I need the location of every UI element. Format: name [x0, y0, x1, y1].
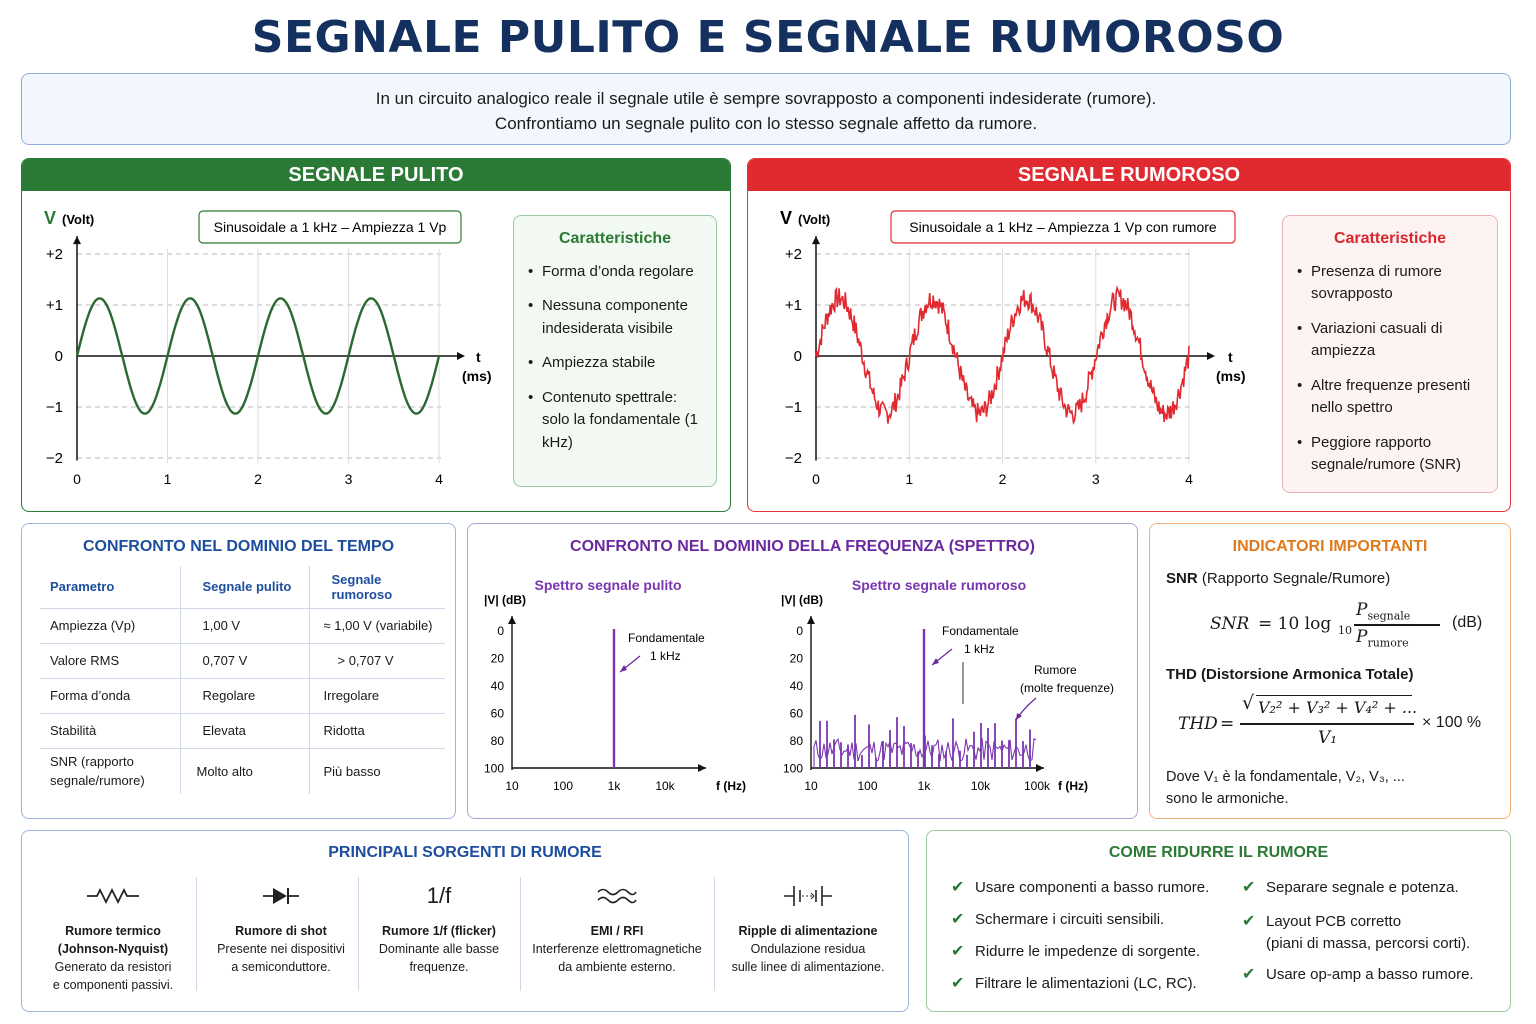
snr-unit: (dB) — [1452, 614, 1483, 631]
spectrum-y-arrow — [508, 616, 516, 624]
table-header-clean: Segnale pulito — [180, 566, 309, 608]
noisy-panel-header: SEGNALE RUMOROSO — [748, 159, 1510, 191]
indicators-title: INDICATORI IMPORTANTI — [1232, 538, 1428, 555]
source-desc: sulle linee di alimentazione. — [731, 960, 885, 974]
source-shot — [200, 876, 362, 976]
source-thermal — [32, 876, 194, 994]
source-flicker — [358, 876, 520, 976]
spectrum-y-arrow — [807, 616, 815, 624]
noise-arrowhead — [1016, 713, 1022, 720]
spectrum-y-tick: 60 — [789, 706, 803, 721]
noisy-spectrum-x-label: f (Hz) — [1058, 779, 1088, 793]
x-tick-label: 2 — [254, 471, 262, 487]
table-cell: Stabilità — [40, 713, 180, 748]
table-header-param: Parametro — [50, 579, 115, 595]
y-axis-arrow — [73, 236, 81, 244]
x-tick-label: 4 — [1185, 471, 1193, 487]
table-row — [40, 643, 445, 678]
clean-spectrum-title: Spettro segnale pulito — [534, 577, 682, 593]
tip-item-line-2: (piani di massa, percorsi corti). — [1266, 935, 1471, 952]
x-tick-label: 3 — [344, 471, 353, 487]
noisy-x-label-unit: (ms) — [1216, 368, 1246, 384]
noisy-plot-label: Sinusoidale a 1 kHz – Ampiezza 1 Vp con rumore — [909, 219, 1217, 235]
snr-formula — [1210, 600, 1490, 652]
snr-lhs: SNR — [1210, 614, 1250, 634]
source-desc: Generato da resistori — [54, 960, 172, 974]
tip-item: ✔ Separare segnale e potenza. — [1242, 877, 1459, 899]
noisy-y-label-unit: (Volt) — [798, 212, 831, 227]
tip-item: ✔ Filtrare le alimentazioni (LC, RC). — [951, 973, 1197, 995]
table-cell: 0,707 V — [180, 643, 309, 678]
noisy-signal-panel — [747, 158, 1511, 512]
clean-feature-4: • Contenuto spettrale: solo la fondamentale (1 kHz) — [528, 387, 702, 455]
thd-denominator: V₁ — [1318, 728, 1338, 748]
snr-param-line-1: SNR (rapporto — [50, 754, 134, 770]
spectrum-y-tick: 60 — [490, 706, 504, 721]
reduce-noise-box — [926, 830, 1511, 1012]
table-cell: > 0,707 V — [309, 643, 445, 678]
table-row — [40, 678, 445, 713]
spectrum-x-arrow — [698, 764, 706, 772]
page-title: SEGNALE PULITO E SEGNALE RUMOROSO — [251, 12, 1285, 63]
spectrum-y-tick: 40 — [490, 679, 504, 693]
table-cell — [40, 748, 180, 794]
time-domain-table — [40, 566, 445, 794]
thd-fraction-bar — [1240, 723, 1414, 725]
snr-heading-rest: (Rapporto Segnale/Rumore) — [1197, 570, 1391, 587]
x-tick-label: 0 — [73, 471, 81, 487]
clean-plot-label: Sinusoidale a 1 kHz – Ampiezza 1 Vp — [213, 219, 447, 235]
spectrum-box — [467, 523, 1138, 819]
spectrum-y-tick: 20 — [490, 651, 504, 666]
thd-eq: = — [1220, 714, 1235, 734]
spectrum-x-tick: 1k — [607, 779, 621, 793]
table-cell: Molto alto — [180, 748, 309, 794]
clean-feature-3: • Ampiezza stabile — [528, 352, 702, 375]
spectrum-y-tick: 80 — [490, 734, 504, 748]
snr-fraction-bar — [1354, 624, 1440, 626]
x-tick-label: 4 — [435, 471, 443, 487]
clean-spectrum-y-label: |V| (dB) — [484, 593, 527, 607]
indicators-box — [1149, 523, 1511, 819]
time-domain-box — [21, 523, 456, 819]
noise-sources-box — [21, 830, 909, 1012]
intro-line-1: In un circuito analogico reale il segnale utile è sempre sovrapposto a componenti indesiderate (rumore). — [375, 89, 1157, 108]
clean-x-label-unit: (ms) — [462, 368, 492, 384]
source-name: Ripple di alimentazione — [738, 924, 878, 938]
x-tick-label: 1 — [905, 471, 914, 487]
diode-icon — [200, 876, 362, 916]
intro-line-2: Confrontiamo un segnale pulito con lo stesso segnale affetto da rumore. — [494, 114, 1038, 133]
x-axis-arrow — [457, 352, 465, 360]
tip-item-line-1: ✔ Layout PCB corretto — [1266, 913, 1402, 930]
snr-eq: = 10 log — [1258, 614, 1332, 634]
source-desc: frequenze. — [409, 960, 469, 974]
table-cell: Irregolare — [309, 678, 445, 713]
spectrum-x-tick: 10 — [505, 779, 519, 793]
table-row — [40, 608, 445, 643]
x-tick-label: 1 — [163, 471, 172, 487]
intro-box — [21, 73, 1511, 145]
tip-item: ✔ Schermare i circuiti sensibili. — [951, 909, 1164, 931]
noisy-feature-2: • Variazioni casuali di ampiezza — [1297, 318, 1483, 363]
noisy-features-title: Caratteristiche — [1333, 230, 1447, 247]
spectrum-x-tick: 10k — [655, 779, 675, 793]
spectrum-plots — [468, 524, 1139, 820]
clean-fund-label-2: 1 kHz — [650, 649, 681, 663]
table-cell: ≈ 1,00 V (variabile) — [309, 608, 445, 643]
divider — [196, 877, 197, 991]
thd-heading-bold: THD — [1166, 666, 1197, 683]
snr-denominator: $P_{rumore}$ — [1356, 627, 1409, 650]
y-axis-arrow — [812, 236, 820, 244]
table-cell: Più basso — [309, 748, 445, 794]
source-name-sub: (Johnson-Nyquist) — [57, 942, 169, 956]
noise-label-1: Rumore — [1034, 663, 1077, 677]
thd-lhs: THD — [1178, 714, 1218, 734]
noise-label-2: (molte frequenze) — [1020, 681, 1115, 695]
clean-features-box — [513, 215, 717, 487]
source-desc: a semiconduttore. — [231, 960, 331, 974]
spectrum-x-arrow — [1036, 764, 1044, 772]
clean-feature-2: • Nessuna componente indesiderata visibile — [528, 295, 702, 340]
spectrum-x-tick: 10k — [970, 779, 991, 793]
divider — [520, 877, 521, 991]
spectrum-y-tick: 0 — [497, 624, 504, 638]
harmonics-note — [1166, 766, 1405, 810]
power-icon — [718, 876, 898, 916]
source-desc: Presente nei dispositivi — [217, 942, 345, 956]
noise-sources-title: PRINCIPALI SORGENTI DI RUMORE — [328, 844, 602, 861]
y-tick-label: −2 — [784, 450, 802, 467]
thd-tail: × 100 % — [1422, 714, 1482, 731]
table-row — [40, 713, 445, 748]
table-header-row — [40, 566, 445, 608]
spectrum-x-tick: 100k — [1023, 779, 1051, 793]
clean-fund-label-1: Fondamentale — [628, 631, 705, 645]
y-tick-label: +1 — [784, 297, 802, 314]
noisy-feature-4: • Peggiore rapporto segnale/rumore (SNR) — [1297, 432, 1483, 477]
clean-feature-1: • Forma d’onda regolare — [528, 261, 702, 284]
snr-log-sub: 10 — [1338, 624, 1352, 637]
clean-x-label-t: t — [476, 349, 481, 365]
source-desc: e componenti passivi. — [52, 978, 174, 992]
source-emi — [522, 876, 712, 976]
y-tick-label: +2 — [45, 246, 63, 263]
noisy-x-label-t: t — [1228, 349, 1233, 365]
noisy-fund-arrowhead — [932, 658, 939, 665]
one-over-f-icon: 1/f — [426, 883, 452, 908]
time-domain-title: CONFRONTO NEL DOMINIO DEL TEMPO — [82, 538, 395, 555]
harmonics-note-2: sono le armoniche. — [1166, 791, 1289, 807]
snr-param-line-2: segnale/rumore) — [50, 773, 145, 789]
table-cell: 1,00 V — [180, 608, 309, 643]
x-axis-arrow — [1207, 352, 1215, 360]
snr-heading — [1166, 570, 1390, 587]
sqrt-bar — [1256, 695, 1412, 696]
spectrum-y-tick: 40 — [789, 679, 803, 693]
source-name: EMI / RFI — [590, 924, 644, 938]
spectrum-x-tick: 1k — [917, 779, 931, 793]
table-row — [40, 748, 445, 794]
thd-heading-rest: (Distorsione Armonica Totale) — [1196, 666, 1414, 683]
clean-signal-panel — [21, 158, 731, 512]
spectrum-title: CONFRONTO NEL DOMINIO DELLA FREQUENZA (SPETTRO) — [570, 538, 1035, 555]
wave-icon — [522, 876, 712, 916]
noisy-fund-label-2: 1 kHz — [964, 642, 995, 656]
spectrum-y-tick: 100 — [782, 761, 803, 776]
source-name: Rumore di shot — [235, 924, 327, 938]
tip-item: ✔ Ridurre le impedenze di sorgente. — [951, 941, 1200, 963]
noisy-spectrum-y-label: |V| (dB) — [781, 593, 824, 607]
noisy-y-label-v: V — [780, 208, 793, 228]
table-cell: Valore RMS — [40, 643, 180, 678]
x-tick-label: 0 — [812, 471, 820, 487]
tip-item: ✔ Usare componenti a basso rumore. — [951, 877, 1209, 899]
clean-features-title: Caratteristiche — [558, 230, 672, 247]
table-cell: Ridotta — [309, 713, 445, 748]
noisy-fund-label-1: Fondamentale — [942, 624, 1019, 638]
clean-fund-arrowhead — [620, 665, 627, 672]
spectrum-y-tick: 20 — [789, 651, 803, 666]
spectrum-y-tick: 0 — [796, 624, 803, 638]
clean-panel-header: SEGNALE PULITO — [22, 159, 730, 191]
noisy-spectrum-title: Spettro segnale rumoroso — [851, 577, 1027, 593]
y-tick-label: −1 — [784, 399, 802, 416]
source-desc: Dominante alle basse — [378, 942, 500, 956]
reduce-noise-title: COME RIDURRE IL RUMORE — [1108, 844, 1329, 861]
tip-item — [1242, 911, 1470, 955]
snr-heading-bold: SNR — [1166, 570, 1198, 587]
x-tick-label: 2 — [998, 471, 1007, 487]
source-desc: Ondulazione residua — [750, 942, 866, 956]
y-tick-label: 0 — [793, 348, 802, 365]
y-tick-label: −2 — [45, 450, 63, 467]
source-name: Rumore termico — [65, 924, 161, 938]
clean-y-label-v: V — [44, 208, 57, 228]
resistor-icon — [32, 876, 194, 916]
table-cell: Regolare — [180, 678, 309, 713]
source-ripple — [718, 876, 898, 976]
spectrum-x-tick: 100 — [857, 779, 878, 793]
source-name: Rumore 1/f (flicker) — [382, 924, 496, 938]
harmonics-note-1: Dove V₁ è la fondamentale, V₂, V₃, ... — [1166, 769, 1405, 785]
spectrum-y-tick: 80 — [789, 734, 803, 748]
source-desc: Interferenze elettromagnetiche — [532, 942, 702, 956]
sqrt-icon: √ — [1242, 692, 1255, 714]
y-tick-label: +1 — [45, 297, 63, 314]
noisy-features-box — [1282, 215, 1498, 493]
spectrum-x-tick: 100 — [552, 779, 574, 793]
y-tick-label: −1 — [45, 399, 63, 416]
source-desc: da ambiente esterno. — [558, 960, 676, 974]
table-cell: Elevata — [180, 713, 309, 748]
y-tick-label: 0 — [54, 348, 63, 365]
clean-y-label-unit: (Volt) — [62, 212, 95, 227]
thd-formula — [1178, 692, 1508, 754]
y-tick-label: +2 — [784, 246, 802, 263]
x-tick-label: 3 — [1091, 471, 1100, 487]
thd-numerator: V₂² + V₃² + V₄² + ... — [1258, 698, 1418, 717]
noisy-feature-3: • Altre frequenze presenti nello spettro — [1297, 375, 1483, 420]
divider — [714, 877, 715, 991]
clean-spectrum-x-label: f (Hz) — [716, 779, 746, 793]
table-cell: Ampiezza (Vp) — [40, 608, 180, 643]
table-cell: Forma d’onda — [40, 678, 180, 713]
snr-numerator: $P_{segnale}$ — [1356, 600, 1411, 623]
noisy-feature-1: • Presenza di rumore sovrapposto — [1297, 261, 1483, 306]
spectrum-y-tick: 100 — [483, 761, 504, 776]
thd-heading — [1166, 666, 1414, 683]
tip-item: ✔ Usare op-amp a basso rumore. — [1242, 964, 1474, 986]
spectrum-x-tick: 10 — [804, 779, 818, 793]
table-header-noisy: Segnale rumoroso — [309, 566, 445, 608]
